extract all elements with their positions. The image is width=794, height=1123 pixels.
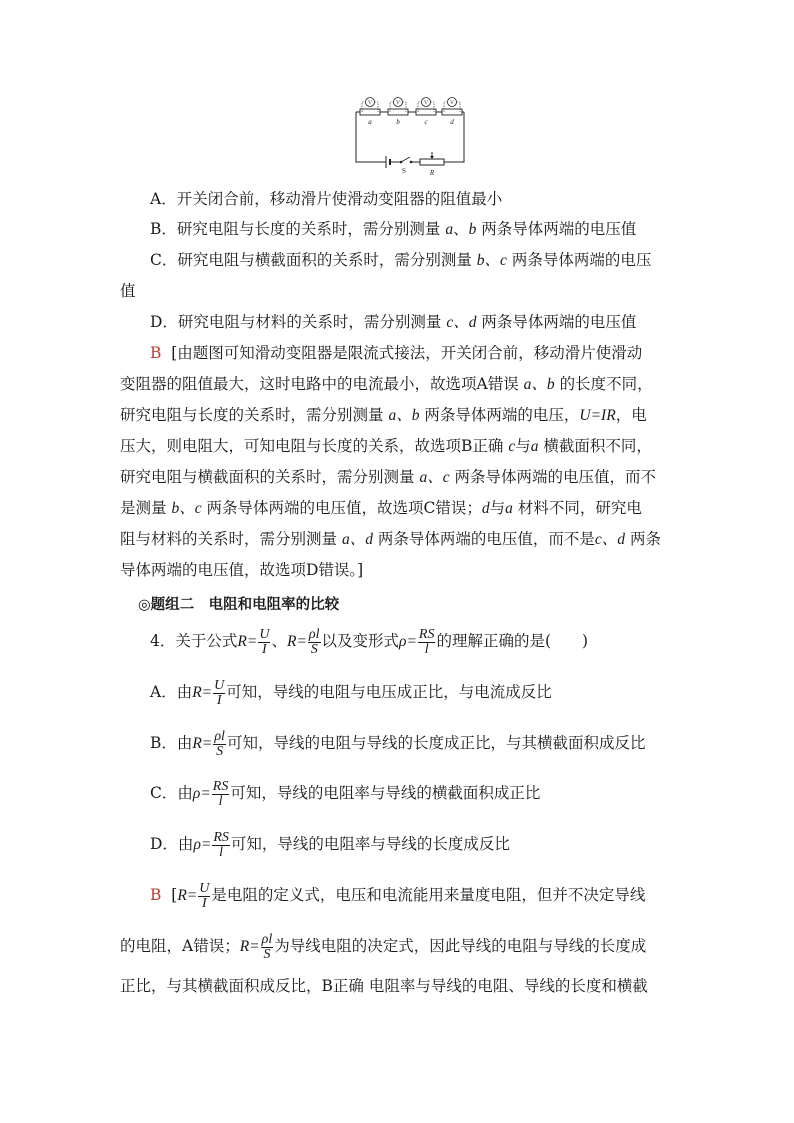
q3-explanation-line-8: 导体两端的电压值，故选项D错误。] bbox=[120, 561, 364, 579]
svg-text:V: V bbox=[368, 100, 372, 106]
label-b: b bbox=[396, 118, 400, 126]
q3-explanation-line-2: 变阻器的阻值最大，这时电路中的电流最小，故选项A错误 a、b 的长度不同， bbox=[120, 375, 653, 393]
resistor-c bbox=[416, 109, 436, 115]
q3-option-c: C．研究电阻与横截面积的关系时，需分别测量 b、c 两条导体两端的电压 bbox=[150, 251, 652, 269]
label-a: a bbox=[368, 118, 372, 126]
q3-explanation-line-4: 压大，则电阻大，可知电阻与长度的关系，故选项B正确 c与a 横截面积不同， bbox=[120, 437, 652, 455]
q3-option-a: A．开关闭合前，移动滑片使滑动变阻器的阻值最小 bbox=[150, 190, 503, 208]
q4-explanation-line-3: 正比，与其横截面积成反比，B正确 电阻率与导线的电阻、导线的长度和横截 bbox=[120, 977, 648, 995]
q3-option-b: B．研究电阻与长度的关系时，需分别测量 a、b 两条导体两端的电压值 bbox=[150, 220, 637, 238]
q3-explanation-line-1: B [由题图可知滑动变阻器是限流式接法，开关闭合前，移动滑片使滑动 bbox=[150, 344, 643, 362]
q4-option-a: A．由R= $\frac{U}{I}$ 可知，导线的电阻与电压成正比，与电流成反比 bbox=[150, 677, 552, 708]
resistor-d bbox=[442, 109, 462, 115]
q4-option-c: C．由ρ= $\frac{RS}{l}$ 可知，导线的电阻率与导线的横截面积成正比 bbox=[150, 778, 541, 809]
resistor-a bbox=[360, 109, 380, 115]
voltmeter-icon bbox=[366, 98, 457, 107]
q3-explanation-line-6: 是测量 b、c 两条导体两端的电压值，故选项C错误；d与a 材料不同，研究电 bbox=[120, 499, 642, 517]
resistor-b bbox=[388, 109, 408, 115]
svg-text:V: V bbox=[424, 100, 428, 106]
q4-option-b: B．由R= $\frac{\rho l}{S}$ 可知，导线的电阻与导线的长度成正比，与其横截面积成反比 bbox=[150, 728, 646, 759]
q4-option-d: D．由ρ= $\frac{RS}{l}$ 可知，导线的电阻率与导线的长度成反比 bbox=[150, 829, 510, 860]
q4-explanation-line-2: 的电阻，A错误；R= $\frac{\rho l}{S}$ 为导线电阻的决定式，因此导线的电阻与导线的长度成 bbox=[120, 931, 647, 962]
q3-answer: B bbox=[150, 344, 162, 362]
svg-text:V: V bbox=[450, 100, 454, 106]
label-d: d bbox=[450, 118, 454, 126]
q3-explanation-line-5: 研究电阻与横截面积的关系时，需分别测量 a、c 两条导体两端的电压值，而不 bbox=[120, 468, 657, 486]
q4-explanation-line-1: B [R= $\frac{U}{I}$ 是电阻的定义式，电压和电流能用来量度电阻，但并不决定导线 bbox=[150, 880, 646, 911]
circuit-diagram bbox=[350, 96, 470, 176]
q3-explanation-line-3: 研究电阻与长度的关系时，需分别测量 a、b 两条导体两端的电压，U=IR，电 bbox=[120, 406, 647, 424]
label-c: c bbox=[424, 118, 428, 126]
rheostat-icon bbox=[420, 159, 444, 165]
q4-answer: B bbox=[150, 886, 162, 904]
svg-text:V: V bbox=[396, 100, 400, 106]
q4-stem: 4．关于公式R= $\frac{U}{I}$ 、R= $\frac{\rho l}{S}$ 以及变形式ρ= $\frac{RS}{l}$ 的理解正确的是( ) bbox=[150, 626, 589, 657]
label-s: S bbox=[402, 167, 406, 175]
label-r: R bbox=[429, 169, 435, 176]
q3-explanation-line-7: 阻与材料的关系时，需分别测量 a、d 两条导体两端的电压值，而不是c、d 两条 bbox=[120, 530, 661, 548]
q3-option-c-cont: 值 bbox=[120, 282, 136, 300]
q3-option-d: D．研究电阻与材料的关系时，需分别测量 c、d 两条导体两端的电压值 bbox=[150, 313, 637, 331]
section-title: ◎题组二 电阻和电阻率的比较 bbox=[138, 596, 340, 613]
